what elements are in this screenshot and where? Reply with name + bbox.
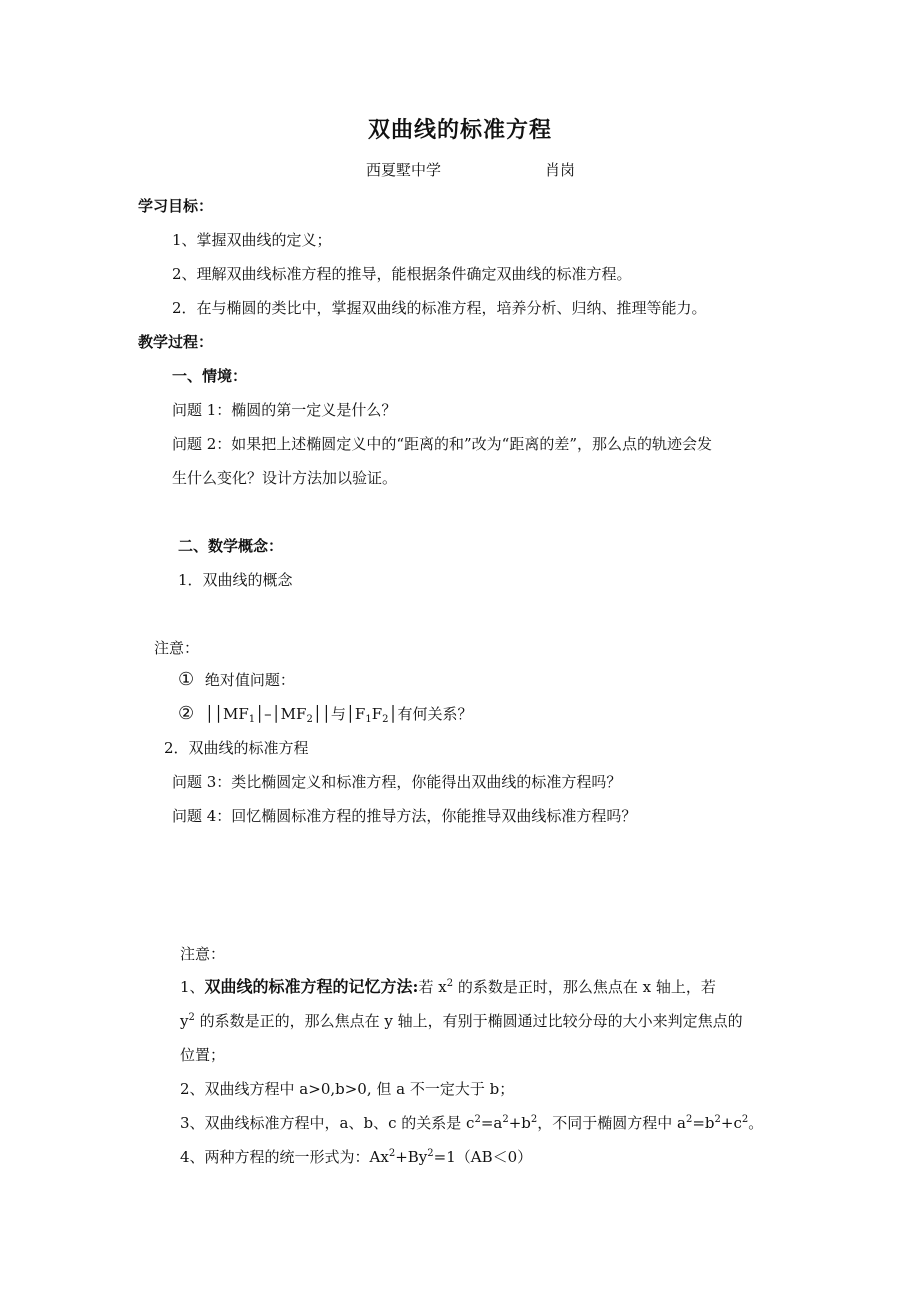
section2-heading: 二、数学概念： [178,537,284,555]
notes-label: 注意： [180,945,226,963]
note-item-3: 3、双曲线标准方程中，a、b、c 的关系是 $c^2=a^2+b^2$，不同于椭圆方程中 $a^2=b^2+c^2$。 [180,1114,764,1132]
note-1 [178,670,295,690]
note-1-marker: ① [178,669,195,690]
objective-item: 2．在与椭圆的类比中，掌握双曲线的标准方程，培养分析、归纳、推理等能力。 [172,299,707,317]
section1-heading: 一、情境： [172,367,248,385]
question-3: 问题 3：类比椭圆定义和标准方程，你能得出双曲线的标准方程吗？ [172,773,622,791]
concept-2: 2．双曲线的标准方程 [164,739,309,757]
question-1: 问题 1：椭圆的第一定义是什么？ [172,401,397,419]
note-2 [178,704,473,724]
objective-item: 1、掌握双曲线的定义； [172,231,332,249]
note-item-4: 4、两种方程的统一形式为：$Ax^2+By^2=1(AB<0)$ [180,1148,533,1166]
school-name: 西夏墅中学 [366,161,442,179]
objectives-heading: 学习目标： [138,197,214,215]
objective-item: 2、理解双曲线标准方程的推导，能根据条件确定双曲线的标准方程。 [172,265,632,283]
question-4: 问题 4：回忆椭圆标准方程的推导方法，你能推导双曲线标准方程吗？ [172,807,637,825]
note-item-2: 2、双曲线方程中 a>0,b>0, 但 a 不一定大于 b； [180,1080,515,1098]
note-label: 注意： [154,639,200,657]
process-heading: 教学过程： [138,333,214,351]
note-item-1-line1: 1、双曲线的标准方程的记忆方法:若 $x^2$ 的系数是正时，那么焦点在 x 轴上，若 [180,977,716,996]
note-item-1-line3: 位置； [180,1046,226,1064]
note-1-text: 绝对值问题： [204,671,295,689]
page-title: 双曲线的标准方程 [367,117,552,143]
note-2-expression: $││MF_1│-│MF_2││$与$│F_1F_2│$有何关系？ [204,705,473,725]
note-item-1-line2: $y^2$ 的系数是正的，那么焦点在 y 轴上，有别于椭圆通过比较分母的大小来判定焦点的 [180,1012,743,1030]
author-name: 肖岗 [545,161,576,179]
question-2-line1: 问题 2：如果把上述椭圆定义中的“距离的和”改为“距离的差”，那么点的轨迹会发 [172,435,712,453]
note-item-1-lead: 双曲线的标准方程的记忆方法: [204,977,419,996]
question-2-line2: 生什么变化？设计方法加以验证。 [172,469,398,487]
note-2-marker: ② [178,703,195,724]
concept-1: 1．双曲线的概念 [178,571,293,589]
